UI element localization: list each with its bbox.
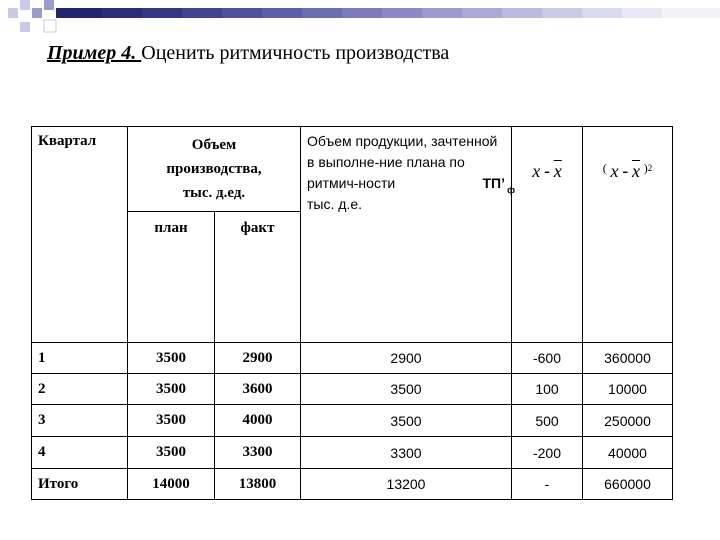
cell-rhythm: 3500 xyxy=(301,405,512,437)
cell-fact: 3600 xyxy=(215,374,301,405)
squared-minus: - xyxy=(622,161,629,181)
table-row xyxy=(32,343,673,374)
cell-deviation: -600 xyxy=(512,343,583,374)
squared-mean: $\overline{x}$ xyxy=(632,161,640,181)
cell-plan: 3500 xyxy=(128,374,215,405)
row-label: 3 xyxy=(32,405,128,437)
header-volume-unit: тыс. д.ед. xyxy=(182,185,246,201)
cell-fact: 2900 xyxy=(215,343,301,374)
cell-deviation: 500 xyxy=(512,405,583,437)
cell-fact: 3300 xyxy=(215,437,301,469)
header-fact: факт xyxy=(215,212,301,343)
header-rhythm-sub: ф xyxy=(507,185,515,195)
row-label: 4 xyxy=(32,437,128,469)
cell-squared: 250000 xyxy=(583,405,673,437)
cell-deviation: - xyxy=(512,469,583,500)
header-squared xyxy=(583,127,673,343)
header-rhythm-text: Объем продукции, зачтенной в выполне-ние плана по ритмич-ности xyxy=(307,133,498,191)
cell-squared: 40000 xyxy=(583,437,673,469)
row-label: Итого xyxy=(32,469,128,500)
title-lead: Пример 4. xyxy=(47,42,142,64)
production-table xyxy=(31,126,673,500)
cell-squared: 10000 xyxy=(583,374,673,405)
page-title xyxy=(47,42,449,65)
table-row xyxy=(32,374,673,405)
cell-rhythm: 3300 xyxy=(301,437,512,469)
table-row-total xyxy=(32,469,673,500)
table-row xyxy=(32,405,673,437)
header-rhythm-symbol: ТП’ xyxy=(482,175,505,191)
cell-deviation: -200 xyxy=(512,437,583,469)
table-row xyxy=(32,437,673,469)
header-quarter: Квартал xyxy=(32,127,128,343)
cell-rhythm: 13200 xyxy=(301,469,512,500)
cell-deviation: 100 xyxy=(512,374,583,405)
header-decoration xyxy=(0,0,720,40)
cell-squared: 660000 xyxy=(583,469,673,500)
header-rhythm xyxy=(301,127,515,343)
row-label: 1 xyxy=(32,343,128,374)
cell-plan: 3500 xyxy=(128,405,215,437)
cell-plan: 3500 xyxy=(128,437,215,469)
header-volume xyxy=(128,127,301,212)
cell-fact: 13800 xyxy=(215,469,301,500)
squared-open: ( xyxy=(602,161,607,175)
deviation-minus: - xyxy=(544,161,550,181)
header-deviation xyxy=(512,127,583,343)
header-plan: план xyxy=(128,212,215,343)
cell-rhythm: 3500 xyxy=(301,374,512,405)
squared-close: ) xyxy=(643,161,648,175)
cell-fact: 4000 xyxy=(215,405,301,437)
cell-plan: 3500 xyxy=(128,343,215,374)
cell-squared: 360000 xyxy=(583,343,673,374)
title-rest: Оценить ритмичность производства xyxy=(141,42,450,64)
cell-plan: 14000 xyxy=(128,469,215,500)
header-rhythm-unit: тыс. д.е. xyxy=(307,196,362,212)
squared-exp: 2 xyxy=(647,163,653,173)
deviation-x: x xyxy=(532,161,541,181)
squared-x: x xyxy=(610,161,619,181)
deviation-mean: $\overline{x}$ xyxy=(553,161,562,181)
cell-rhythm: 2900 xyxy=(301,343,512,374)
header-volume-label: Объем производства, xyxy=(166,137,262,177)
row-label: 2 xyxy=(32,374,128,405)
